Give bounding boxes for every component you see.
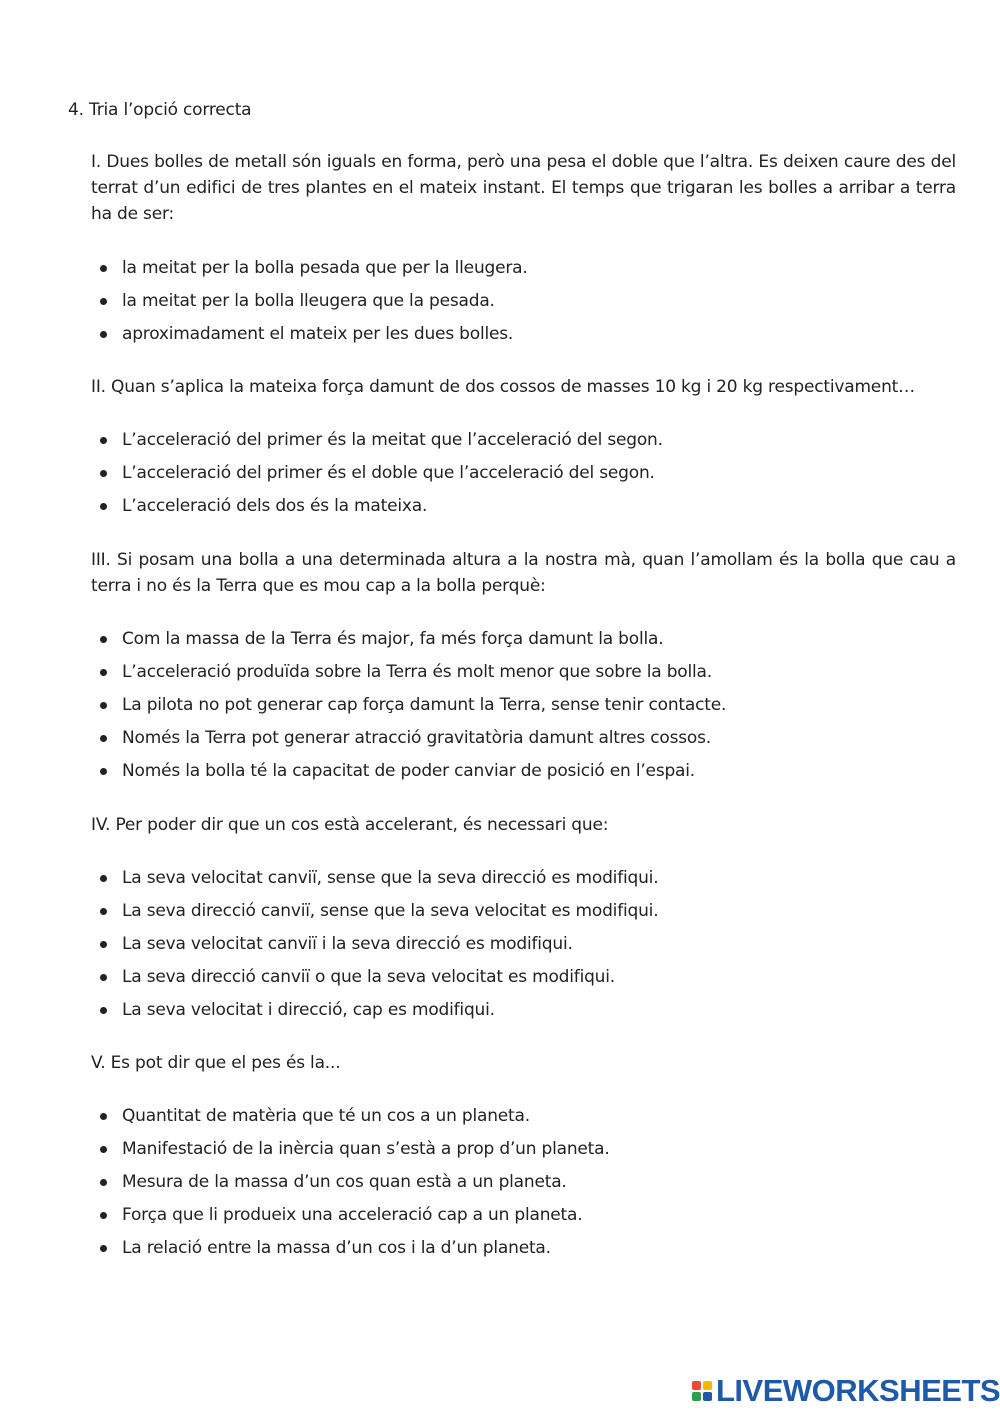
bullet-icon bbox=[100, 1212, 107, 1219]
option-item[interactable] bbox=[91, 725, 956, 758]
option-label: Mesura de la massa d’un cos quan està a un planeta. bbox=[122, 1172, 567, 1192]
option-item[interactable] bbox=[91, 460, 956, 493]
bullet-icon bbox=[100, 298, 107, 305]
option-item[interactable] bbox=[91, 865, 956, 898]
option-item[interactable] bbox=[91, 1136, 956, 1169]
bullet-icon bbox=[100, 503, 107, 510]
option-label: Com la massa de la Terra és major, fa més força damunt la bolla. bbox=[122, 629, 664, 649]
options-list bbox=[91, 626, 956, 791]
option-label: L’acceleració del primer és la meitat que l’acceleració del segon. bbox=[122, 430, 663, 450]
bullet-icon bbox=[100, 1007, 107, 1014]
bullet-icon bbox=[100, 470, 107, 477]
question-text: V. Es pot dir que el pes és la... bbox=[91, 1053, 341, 1073]
bullet-icon bbox=[100, 768, 107, 775]
option-label: La seva direcció canviï, sense que la seva velocitat es modifiqui. bbox=[122, 901, 659, 921]
option-label: La relació entre la massa d’un cos i la d’un planeta. bbox=[122, 1238, 551, 1258]
bullet-icon bbox=[100, 875, 107, 882]
option-item[interactable] bbox=[91, 427, 956, 460]
option-item[interactable] bbox=[91, 255, 956, 288]
option-label: L’acceleració dels dos és la mateixa. bbox=[122, 496, 428, 516]
option-item[interactable] bbox=[91, 1103, 956, 1136]
page-title: 4. Tria l’opció correcta bbox=[68, 100, 252, 120]
bullet-icon bbox=[100, 1113, 107, 1120]
question-1 bbox=[91, 149, 956, 354]
brand-logo[interactable] bbox=[692, 1375, 1000, 1407]
bullet-icon bbox=[100, 669, 107, 676]
options-list bbox=[91, 427, 956, 526]
option-item[interactable] bbox=[91, 692, 956, 725]
bullet-icon bbox=[100, 908, 107, 915]
question-text: III. Si posam una bolla a una determinada altura a la nostra mà, quan l’amollam és la bolla que cau a terra i no és la Terra que es mou cap a la bolla perquè: bbox=[91, 550, 956, 596]
bullet-icon bbox=[100, 265, 107, 272]
bullet-icon bbox=[100, 735, 107, 742]
brand-name: LIVEWORKSHEETS bbox=[716, 1373, 1000, 1408]
option-item[interactable] bbox=[91, 997, 956, 1030]
question-text: II. Quan s’aplica la mateixa força damunt de dos cossos de masses 10 kg i 20 kg respectivament… bbox=[91, 377, 915, 397]
logo-square bbox=[692, 1381, 701, 1390]
option-item[interactable] bbox=[91, 288, 956, 321]
option-item[interactable] bbox=[91, 1202, 956, 1235]
option-item[interactable] bbox=[91, 626, 956, 659]
option-item[interactable] bbox=[91, 1235, 956, 1268]
option-label: La seva velocitat canviï, sense que la seva direcció es modifiqui. bbox=[122, 868, 659, 888]
option-item[interactable] bbox=[91, 898, 956, 931]
option-label: Quantitat de matèria que té un cos a un planeta. bbox=[122, 1106, 530, 1126]
question-4 bbox=[91, 812, 956, 1030]
bullet-icon bbox=[100, 437, 107, 444]
question-5 bbox=[91, 1050, 956, 1268]
options-list bbox=[91, 865, 956, 1030]
option-label: Força que li produeix una acceleració cap a un planeta. bbox=[122, 1205, 583, 1225]
option-label: Només la Terra pot generar atracció gravitatòria damunt altres cossos. bbox=[122, 728, 711, 748]
option-label: Només la bolla té la capacitat de poder canviar de posició en l’espai. bbox=[122, 761, 696, 781]
option-label: La seva direcció canviï o que la seva velocitat es modifiqui. bbox=[122, 967, 615, 987]
bullet-icon bbox=[100, 331, 107, 338]
option-item[interactable] bbox=[91, 1169, 956, 1202]
options-list bbox=[91, 1103, 956, 1268]
question-3 bbox=[91, 547, 956, 791]
options-list bbox=[91, 255, 956, 354]
option-label: L’acceleració produïda sobre la Terra és molt menor que sobre la bolla. bbox=[122, 662, 712, 682]
option-label: aproximadament el mateix per les dues bolles. bbox=[122, 324, 514, 344]
question-text: IV. Per poder dir que un cos està accelerant, és necessari que: bbox=[91, 815, 609, 835]
bullet-icon bbox=[100, 941, 107, 948]
option-item[interactable] bbox=[91, 659, 956, 692]
option-item[interactable] bbox=[91, 493, 956, 526]
bullet-icon bbox=[100, 1245, 107, 1252]
bullet-icon bbox=[100, 702, 107, 709]
option-item[interactable] bbox=[91, 931, 956, 964]
liveworksheets-logo-icon bbox=[692, 1381, 712, 1401]
bullet-icon bbox=[100, 974, 107, 981]
logo-square bbox=[703, 1392, 712, 1401]
option-label: La seva velocitat canviï i la seva direcció es modifiqui. bbox=[122, 934, 573, 954]
logo-square bbox=[703, 1381, 712, 1390]
option-label: la meitat per la bolla lleugera que la pesada. bbox=[122, 291, 495, 311]
option-label: Manifestació de la inèrcia quan s’està a prop d’un planeta. bbox=[122, 1139, 610, 1159]
bullet-icon bbox=[100, 636, 107, 643]
option-item[interactable] bbox=[91, 758, 956, 791]
bullet-icon bbox=[100, 1146, 107, 1153]
option-label: La seva velocitat i direcció, cap es modifiqui. bbox=[122, 1000, 495, 1020]
option-label: la meitat per la bolla pesada que per la lleugera. bbox=[122, 258, 528, 278]
question-text: I. Dues bolles de metall són iguals en forma, però una pesa el doble que l’altra. Es deixen caure des del terrat d’un edifici de tres plantes en el mateix instant. El temps que trigaran les bolles a arribar a terra ha de ser: bbox=[91, 152, 956, 224]
option-item[interactable] bbox=[91, 321, 956, 354]
option-item[interactable] bbox=[91, 964, 956, 997]
option-label: La pilota no pot generar cap força damunt la Terra, sense tenir contacte. bbox=[122, 695, 727, 715]
option-label: L’acceleració del primer és el doble que l’acceleració del segon. bbox=[122, 463, 655, 483]
question-2 bbox=[91, 374, 956, 526]
bullet-icon bbox=[100, 1179, 107, 1186]
logo-square bbox=[692, 1392, 701, 1401]
